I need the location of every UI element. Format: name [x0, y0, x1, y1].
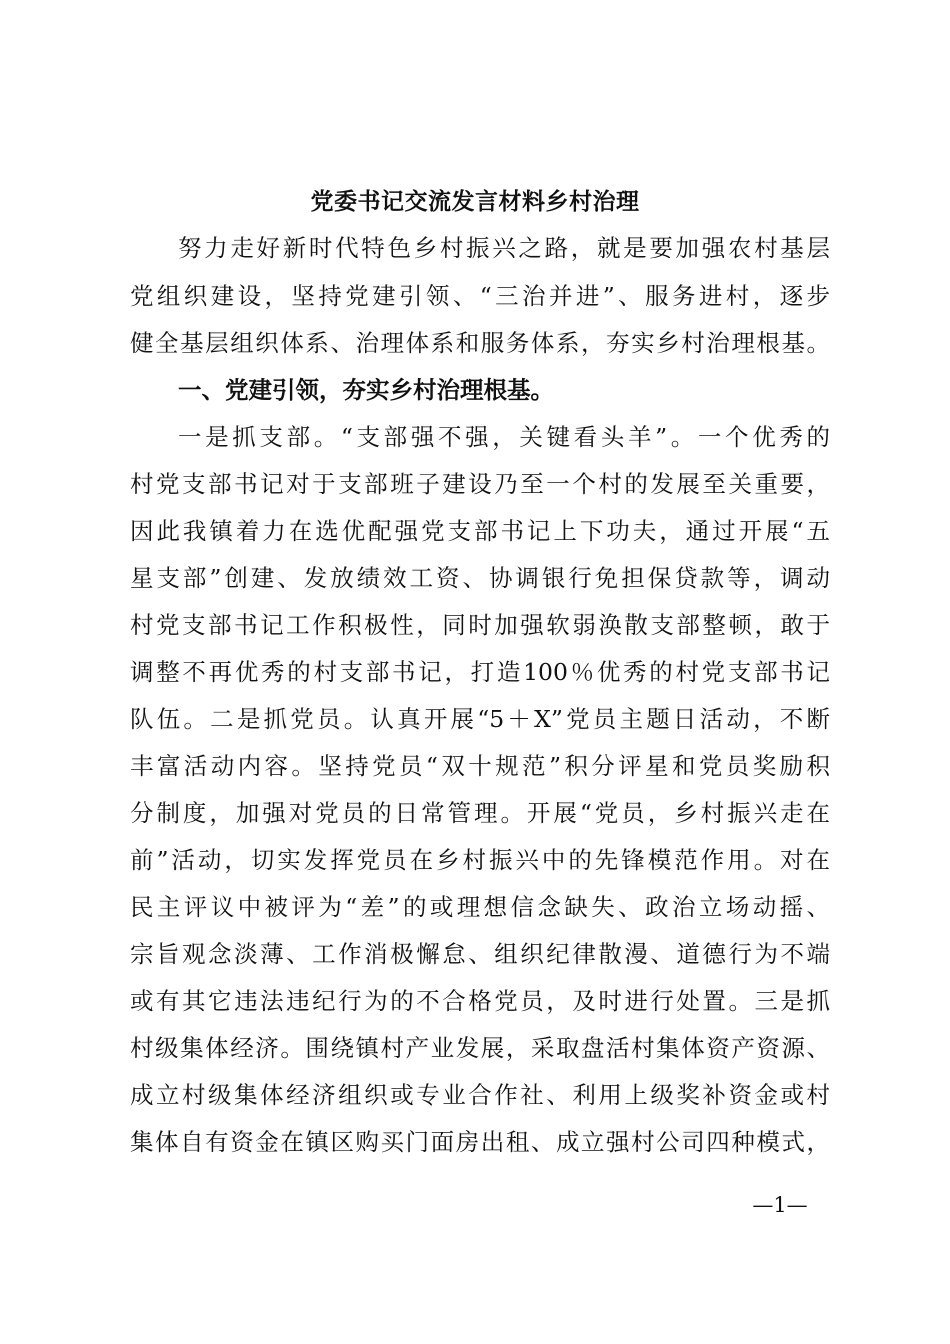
section-heading: 一、党建引领，夯实乡村治理根基。	[178, 376, 554, 404]
paragraph-line: 努力走好新时代特色乡村振兴之路，就是要加强农村基层	[178, 234, 830, 262]
paragraph-line: 集体自有资金在镇区购买门面房出租、成立强村公司四种模式，	[130, 1128, 830, 1156]
paragraph-line: 因此我镇着力在选优配强党支部书记上下功夫，通过开展“五	[130, 517, 830, 545]
paragraph-line: 党组织建设，坚持党建引领、“三治并进”、服务进村，逐步	[130, 282, 830, 310]
paragraph-line: 或有其它违法违纪行为的不合格党员，及时进行处置。三是抓	[130, 987, 830, 1015]
paragraph-line: 民主评议中被评为“差”的或理想信念缺失、政治立场动摇、	[130, 893, 830, 921]
paragraph-line: 丰富活动内容。坚持党员“双十规范”积分评星和党员奖励积	[130, 752, 830, 780]
paragraph-line: 成立村级集体经济组织或专业合作社、利用上级奖补资金或村	[130, 1081, 830, 1109]
paragraph-line: 星支部”创建、发放绩效工资、协调银行免担保贷款等，调动	[130, 564, 830, 592]
paragraph-line: 队伍。二是抓党员。认真开展“5＋X”党员主题日活动，不断	[130, 705, 830, 733]
paragraph-line: 村党支部书记工作积极性，同时加强软弱涣散支部整顿，敢于	[130, 611, 830, 639]
paragraph-line: 村级集体经济。围绕镇村产业发展，采取盘活村集体资产资源、	[130, 1034, 830, 1062]
paragraph-line: 分制度，加强对党员的日常管理。开展“党员，乡村振兴走在	[130, 799, 830, 827]
paragraph-line: 宗旨观念淡薄、工作消极懈怠、组织纪律散漫、道德行为不端	[130, 940, 830, 968]
paragraph-line: 一是抓支部。“支部强不强，关键看头羊”。一个优秀的	[178, 423, 830, 451]
paragraph-line: 健全基层组织体系、治理体系和服务体系，夯实乡村治理根基。	[130, 329, 830, 357]
paragraph-line: 调整不再优秀的村支部书记，打造100％优秀的村党支部书记	[130, 658, 830, 686]
paragraph-line: 前”活动，切实发挥党员在乡村振兴中的先锋模范作用。对在	[130, 846, 830, 874]
paragraph-line: 村党支部书记对于支部班子建设乃至一个村的发展至关重要，	[130, 470, 830, 498]
document-title: 党委书记交流发言材料乡村治理	[310, 188, 640, 215]
page-number: —1—	[752, 1193, 808, 1217]
